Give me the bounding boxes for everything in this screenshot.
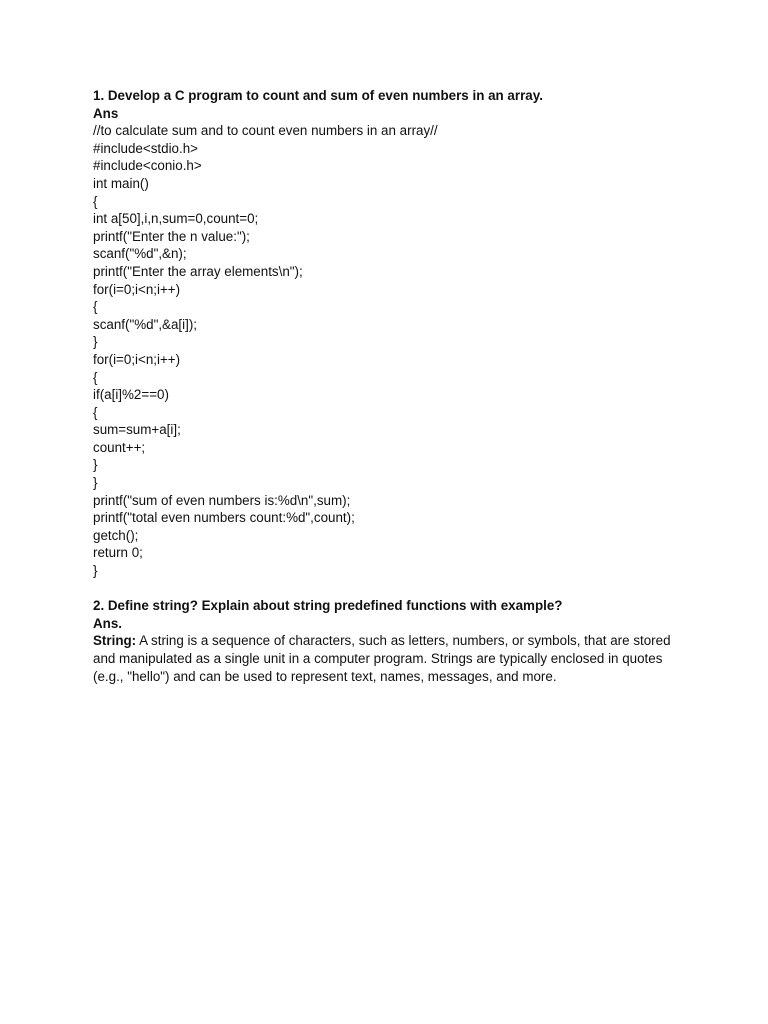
question-2: 2. Define string? Explain about string predefined functions with example? [93, 598, 563, 614]
code-line: } [93, 457, 98, 473]
code-line: { [93, 299, 98, 315]
code-line: { [93, 193, 98, 209]
answer-2-label: Ans. [93, 615, 123, 631]
code-line: scanf("%d",&n); [93, 246, 187, 262]
string-definition-text: A string is a sequence of characters, such as letters, numbers, or symbols, that are stored and manipulated as a single unit in a computer program. Strings are typically enclosed in quotes (e.g., "hello") and can be used to represent text, names, messages, and more. [93, 633, 671, 684]
code-line: printf("total even numbers count:%d",count); [93, 510, 355, 526]
code-line: if(a[i]%2==0) [93, 387, 169, 403]
code-line: } [93, 475, 98, 491]
code-line: getch(); [93, 527, 139, 543]
string-definition-paragraph [93, 632, 675, 685]
code-line: for(i=0;i<n;i++) [93, 281, 181, 297]
string-term: String: [93, 633, 137, 649]
code-line: //to calculate sum and to count even numbers in an array// [93, 123, 438, 139]
code-line: return 0; [93, 545, 143, 561]
code-line: } [93, 563, 98, 579]
question-1: 1. Develop a C program to count and sum of even numbers in an array. [93, 88, 543, 103]
code-line: #include<stdio.h> [93, 140, 198, 156]
section-gap [93, 580, 683, 598]
code-line: scanf("%d",&a[i]); [93, 316, 198, 332]
code-line: #include<conio.h> [93, 158, 202, 174]
code-line: printf("sum of even numbers is:%d\n",sum); [93, 492, 351, 508]
code-block [93, 122, 683, 579]
code-line: { [93, 369, 98, 385]
code-line: { [93, 404, 98, 420]
code-line: int a[50],i,n,sum=0,count=0; [93, 211, 259, 227]
code-line: sum=sum+a[i]; [93, 422, 181, 438]
answer-1-label: Ans [93, 105, 119, 121]
code-line: for(i=0;i<n;i++) [93, 351, 181, 367]
code-line: printf("Enter the n value:"); [93, 228, 250, 244]
code-line: } [93, 334, 98, 350]
code-line: count++; [93, 439, 146, 455]
code-line: int main() [93, 175, 149, 191]
code-line: printf("Enter the array elements\n"); [93, 263, 303, 279]
document-content [93, 87, 683, 685]
